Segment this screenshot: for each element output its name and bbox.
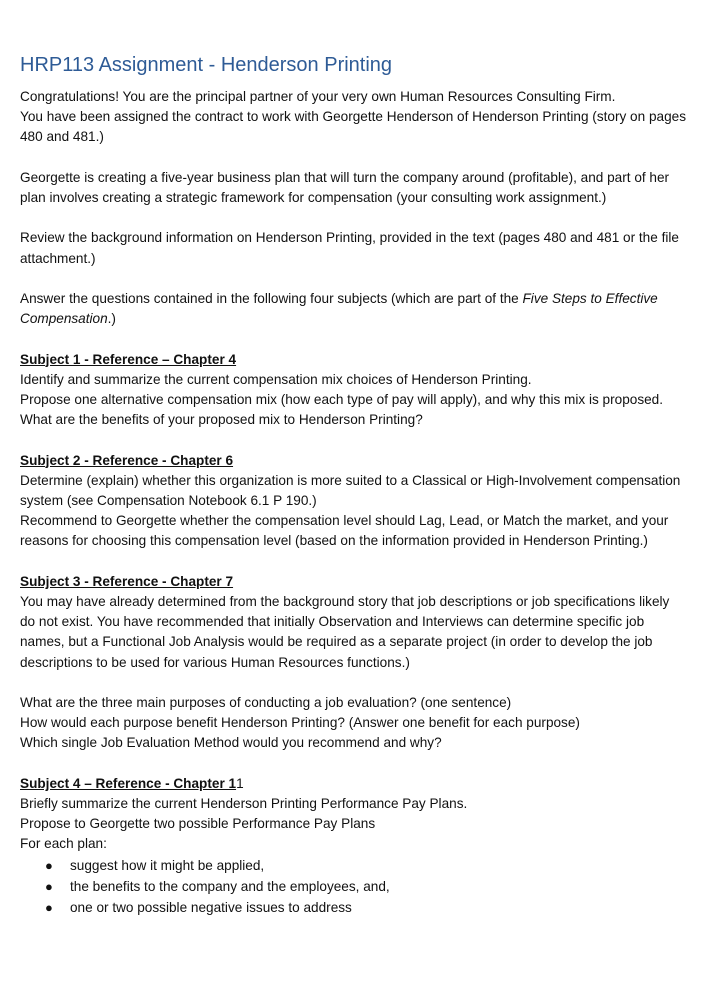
page-title: HRP113 Assignment - Henderson Printing (20, 54, 393, 76)
subject-3-heading: Subject 3 - Reference - Chapter 7 (20, 573, 234, 589)
intro-line-1: Congratulations! You are the principal partner of your very own Human Resources Consulting Firm. (20, 89, 616, 104)
subject-1-heading: Subject 1 - Reference – Chapter 4 (20, 351, 237, 367)
bullet-icon: ● (45, 899, 53, 915)
list-item (20, 897, 688, 918)
subject-2-heading: Subject 2 - Reference - Chapter 6 (20, 452, 234, 468)
list-item (20, 876, 688, 897)
list-item-text: suggest how it might be applied, (70, 857, 265, 873)
subject-1-line: Identify and summarize the current compensation mix choices of Henderson Printing. (20, 371, 532, 387)
answer-paragraph (20, 289, 688, 329)
subject-3-intro: You may have already determined from the background story that job descriptions or job specifications likely do not exist. You have recommended that initially Observation and Interviews can determine specific job names, but a Functional Job Analysis would be required as a separate project (in order to develop the job descriptions to be used for various Human Resources functions.) (20, 593, 670, 670)
plan-paragraph: Georgette is creating a five-year business plan that will turn the company around (profitable), and part of her plan involves creating a strategic framework for compensation (your consulting work assignment.) (20, 169, 670, 205)
paragraph-spacer (20, 673, 688, 693)
intro-line-2: You have been assigned the contract to work with Georgette Henderson of Henderson Printing (story on pages 480 and 481.) (20, 109, 686, 145)
paragraph-spacer (20, 329, 688, 349)
subject-4-heading: Subject 4 – Reference - Chapter 1 (20, 775, 237, 791)
subject-2-line: Determine (explain) whether this organization is more suited to a Classical or High-Involvement compensation system (see Compensation Notebook 6.1 P 190.) (20, 472, 681, 508)
list-item-text: the benefits to the company and the employees, and, (70, 878, 390, 894)
answer-text-italic: Five Steps to Effective Compensation (20, 290, 658, 327)
bullet-icon: ● (45, 878, 53, 894)
subject-4-line: Propose to Georgette two possible Performance Pay Plans (20, 816, 376, 832)
subject-4-heading-tail: 1 (236, 775, 244, 791)
list-item (20, 855, 688, 876)
subject-4-line: Briefly summarize the current Henderson Printing Performance Pay Plans. (20, 795, 468, 811)
bullet-icon: ● (45, 857, 53, 873)
paragraph-spacer (20, 552, 688, 572)
list-item-text: one or two possible negative issues to address (70, 899, 352, 915)
paragraph-spacer (20, 269, 688, 289)
paragraph-spacer (20, 148, 688, 168)
review-paragraph: Review the background information on Henderson Printing, provided in the text (pages 480 and 481 or the file attachment.) (20, 230, 679, 266)
answer-text-after: .) (107, 311, 116, 327)
paragraph-spacer (20, 430, 688, 450)
subject-3-question: Which single Job Evaluation Method would you recommend and why? (20, 735, 442, 751)
paragraph-spacer (20, 754, 688, 774)
answer-text-before: Answer the questions contained in the following four subjects (which are part of the (20, 290, 523, 306)
subject-3-question: How would each purpose benefit Henderson Printing? (Answer one benefit for each purpose) (20, 715, 580, 731)
document-page (20, 52, 688, 918)
subject-3-question: What are the three main purposes of conducting a job evaluation? (one sentence) (20, 694, 512, 710)
subject-4-heading-row (20, 774, 688, 794)
paragraph-spacer (20, 208, 688, 228)
subject-4-bullet-list (20, 855, 688, 918)
subject-4-line: For each plan: (20, 836, 107, 852)
subject-2-line: Recommend to Georgette whether the compensation level should Lag, Lead, or Match the market, and your reasons for choosing this compensation level (based on the information provided in Henderson Printing.) (20, 513, 669, 549)
subject-1-line: What are the benefits of your proposed mix to Henderson Printing? (20, 412, 423, 428)
subject-1-line: Propose one alternative compensation mix (how each type of pay will apply), and why this mix is proposed. (20, 391, 664, 407)
